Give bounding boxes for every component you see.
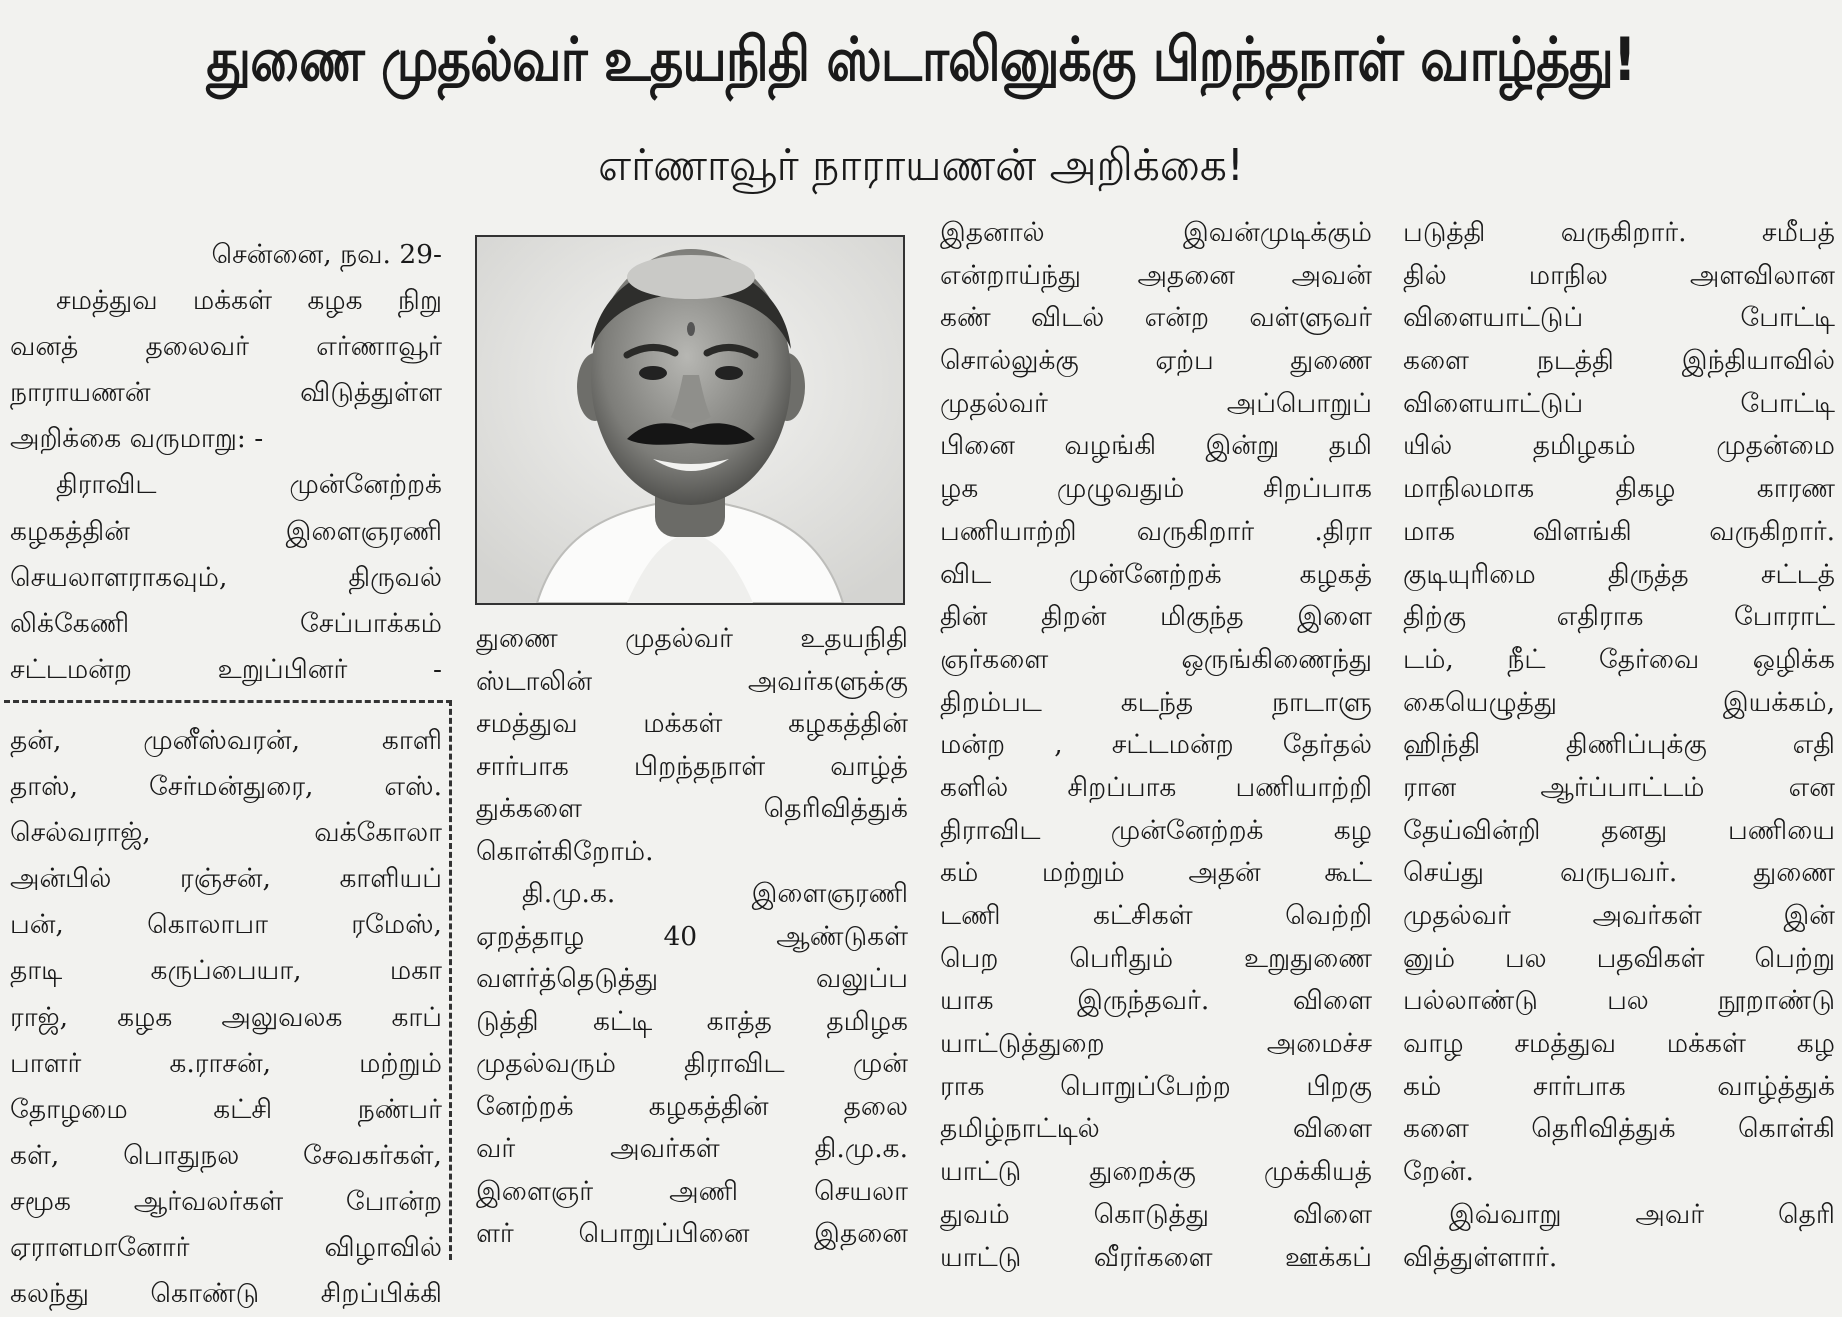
text-line: வளர்த்தெடுத்து வலுப்ப xyxy=(476,963,908,994)
column-2 xyxy=(476,618,908,1256)
text-line: செல்வராஜ், வக்கோலா xyxy=(10,817,442,849)
portrait-illustration xyxy=(477,237,903,603)
text-line: லிக்கேணி சேப்பாக்கம் xyxy=(10,607,442,639)
text-line: விளையாட்டுப் போட்டி xyxy=(1403,387,1835,419)
text-line: இளைஞர் அணி செயலா xyxy=(476,1175,908,1207)
text-line: டம், நீட் தேர்வை ஒழிக்க xyxy=(1403,643,1835,675)
text-line: சென்னை, நவ. 29- xyxy=(211,239,442,270)
text-line: வாழ சமத்துவ மக்கள் கழ xyxy=(1403,1028,1835,1060)
text-line: ளர் பொறுப்பினை இதனை xyxy=(476,1218,908,1249)
text-line: களில் சிறப்பாக பணியாற்றி xyxy=(940,771,1372,803)
text-line: துணை முதல்வர் உதயநிதி xyxy=(476,623,908,654)
text-line: சமத்துவ மக்கள் கழகத்தின் xyxy=(476,708,908,739)
text-line: சமத்துவ மக்கள் கழக நிறு xyxy=(56,285,442,317)
text-line: மாக விளங்கி வருகிறார். xyxy=(1403,515,1835,547)
text-line: முதல்வர் அப்பொறுப் xyxy=(940,387,1372,419)
text-line: மன்ற , சட்டமன்ற தேர்தல் xyxy=(940,729,1372,761)
headline: துணை முதல்வர் உதயநிதி ஸ்டாலினுக்கு பிறந்தநாள் வாழ்த்து! xyxy=(206,25,1636,95)
text-line: யாட்டு வீரர்களை ஊக்கப் xyxy=(940,1241,1372,1273)
text-line: யாக இருந்தவர். விளை xyxy=(940,985,1372,1017)
text-line: ஏராளமானோர் விழாவில் xyxy=(10,1232,442,1264)
text-line: விளையாட்டுப் போட்டி xyxy=(1403,302,1835,334)
text-line: னும் பல பதவிகள் பெற்று xyxy=(1403,942,1835,974)
text-line: ஹிந்தி திணிப்புக்கு எதி xyxy=(1403,729,1835,761)
text-line: கம் மற்றும் அதன் கூட் xyxy=(940,857,1372,889)
text-line: யாட்டுத்துறை அமைச்ச xyxy=(940,1028,1372,1060)
text-line: முதல்வர் அவர்கள் இன் xyxy=(1403,900,1835,931)
text-line: செய்து வருபவர். துணை xyxy=(1403,857,1835,889)
text-line: திராவிட முன்னேற்றக் xyxy=(56,469,442,501)
text-line: செயலாளராகவும், திருவல் xyxy=(10,561,442,593)
text-line: என்றாய்ந்து அதனை அவன் xyxy=(940,259,1372,291)
text-line: நாராயணன் விடுத்துள்ள xyxy=(10,377,442,409)
text-line: பணியாற்றி வருகிறார் .திரா xyxy=(940,515,1372,547)
text-line: கலந்து கொண்டு சிறப்பிக்கி xyxy=(10,1278,442,1310)
text-line: கள், பொதுநல சேவகர்கள், xyxy=(10,1139,442,1171)
text-line: சமூக ஆர்வலர்கள் போன்ற xyxy=(10,1185,442,1217)
text-line: றேன். xyxy=(1403,1156,1474,1188)
text-line: தாடி கருப்பையா, மகா xyxy=(10,955,442,987)
text-line: பல்லாண்டு பல நூறாண்டு xyxy=(1403,985,1835,1017)
text-line: முதல்வரும் திராவிட முன் xyxy=(476,1048,908,1079)
text-line: தில் மாநில அளவிலான xyxy=(1403,259,1835,291)
column-3 xyxy=(940,212,1372,1279)
text-line: டுத்தி கட்டி காத்த தமிழக xyxy=(476,1005,908,1037)
text-line: னேற்றக் கழகத்தின் தலை xyxy=(476,1090,908,1122)
text-line: பன், கொலாபா ரமேஸ், xyxy=(10,909,442,941)
text-line: யாட்டு துறைக்கு முக்கியத் xyxy=(940,1156,1372,1188)
portrait-photo xyxy=(475,235,905,605)
text-line: குடியுரிமை திருத்த சட்டத் xyxy=(1403,558,1835,590)
text-line: ராஜ், கழக அலுவலக காப் xyxy=(10,1001,442,1033)
text-line: துவம் கொடுத்து விளை xyxy=(940,1198,1372,1230)
text-line: வித்துள்ளார். xyxy=(1403,1241,1558,1273)
text-line: தமிழ்நாட்டில் விளை xyxy=(940,1113,1372,1145)
text-line: தின் திறன் மிகுந்த இளை xyxy=(940,601,1372,633)
text-line: ஞர்களை ஒருங்கிணைந்து xyxy=(940,643,1372,675)
text-line: படுத்தி வருகிறார். சமீபத் xyxy=(1403,217,1835,248)
text-line: தேய்வின்றி தனது பணியை xyxy=(1403,814,1835,846)
text-line: களை நடத்தி இந்தியாவில் xyxy=(1403,345,1835,377)
text-line: ஏறத்தாழ 40 ஆண்டுகள் xyxy=(476,920,908,952)
text-line: விட முன்னேற்றக் கழகத் xyxy=(940,558,1372,590)
text-line: கண் விடல் என்ற வள்ளுவர் xyxy=(940,302,1372,334)
text-line: ரான ஆர்ப்பாட்டம் என xyxy=(1403,771,1835,803)
text-line: பாளர் க.ராசன், மற்றும் xyxy=(10,1047,442,1079)
text-line: பெற பெரிதும் உறுதுணை xyxy=(940,942,1372,974)
text-line: அன்பில் ரஞ்சன், காளியப் xyxy=(10,863,442,895)
text-line: திராவிட முன்னேற்றக் கழ xyxy=(940,814,1372,846)
text-line: கையெழுத்து இயக்கம், xyxy=(1403,686,1835,718)
text-line: திற்கு எதிராக போராட் xyxy=(1403,601,1835,633)
text-line: திறம்பட கடந்த நாடாளு xyxy=(940,686,1372,718)
text-line: தன், முனீஸ்வரன், காளி xyxy=(10,725,442,756)
text-line: வனத் தலைவர் எர்ணாவூர் xyxy=(10,331,442,363)
text-line: வர் அவர்கள் தி.மு.க. xyxy=(476,1133,908,1164)
text-line: தோழமை கட்சி நண்பர் xyxy=(10,1093,442,1125)
text-line: பினை வழங்கி இன்று தமி xyxy=(940,430,1372,462)
subheadline: எர்ணாவூர் நாராயணன் அறிக்கை! xyxy=(598,140,1244,191)
text-line: சொல்லுக்கு ஏற்ப துணை xyxy=(940,345,1372,377)
text-line: இவ்வாறு அவர் தெரி xyxy=(1449,1198,1835,1230)
text-line: யில் தமிழகம் முதன்மை xyxy=(1403,430,1835,462)
text-line: ராக பொறுப்பேற்ற பிறகு xyxy=(940,1070,1372,1102)
text-line: டணி கட்சிகள் வெற்றி xyxy=(940,900,1372,931)
text-line: கம் சார்பாக வாழ்த்துக் xyxy=(1403,1070,1835,1102)
text-line: தி.மு.க. இளைஞரணி xyxy=(522,878,908,909)
text-line: இதனால் இவன்முடிக்கும் xyxy=(940,217,1372,248)
text-line: கொள்கிறோம். xyxy=(476,835,654,867)
text-line: தாஸ், சேர்மன்துரை, எஸ். xyxy=(10,771,442,803)
text-line: ழக முழுவதும் சிறப்பாக xyxy=(940,473,1372,505)
text-line: அறிக்கை வருமாறு: - xyxy=(10,423,264,455)
column-4 xyxy=(1403,212,1835,1279)
text-line: மாநிலமாக திகழ காரண xyxy=(1403,473,1835,505)
text-line: கழகத்தின் இளைஞரணி xyxy=(10,515,442,547)
text-line: சார்பாக பிறந்தநாள் வாழ்த் xyxy=(476,750,908,782)
text-line: ஸ்டாலின் அவர்களுக்கு xyxy=(476,665,908,697)
column-1-top xyxy=(10,232,442,693)
column-1-bottom xyxy=(10,718,442,1317)
text-line: களை தெரிவித்துக் கொள்கி xyxy=(1403,1113,1835,1145)
text-line: துக்களை தெரிவித்துக் xyxy=(476,793,908,824)
text-line: சட்டமன்ற உறுப்பினர் - xyxy=(10,653,442,685)
